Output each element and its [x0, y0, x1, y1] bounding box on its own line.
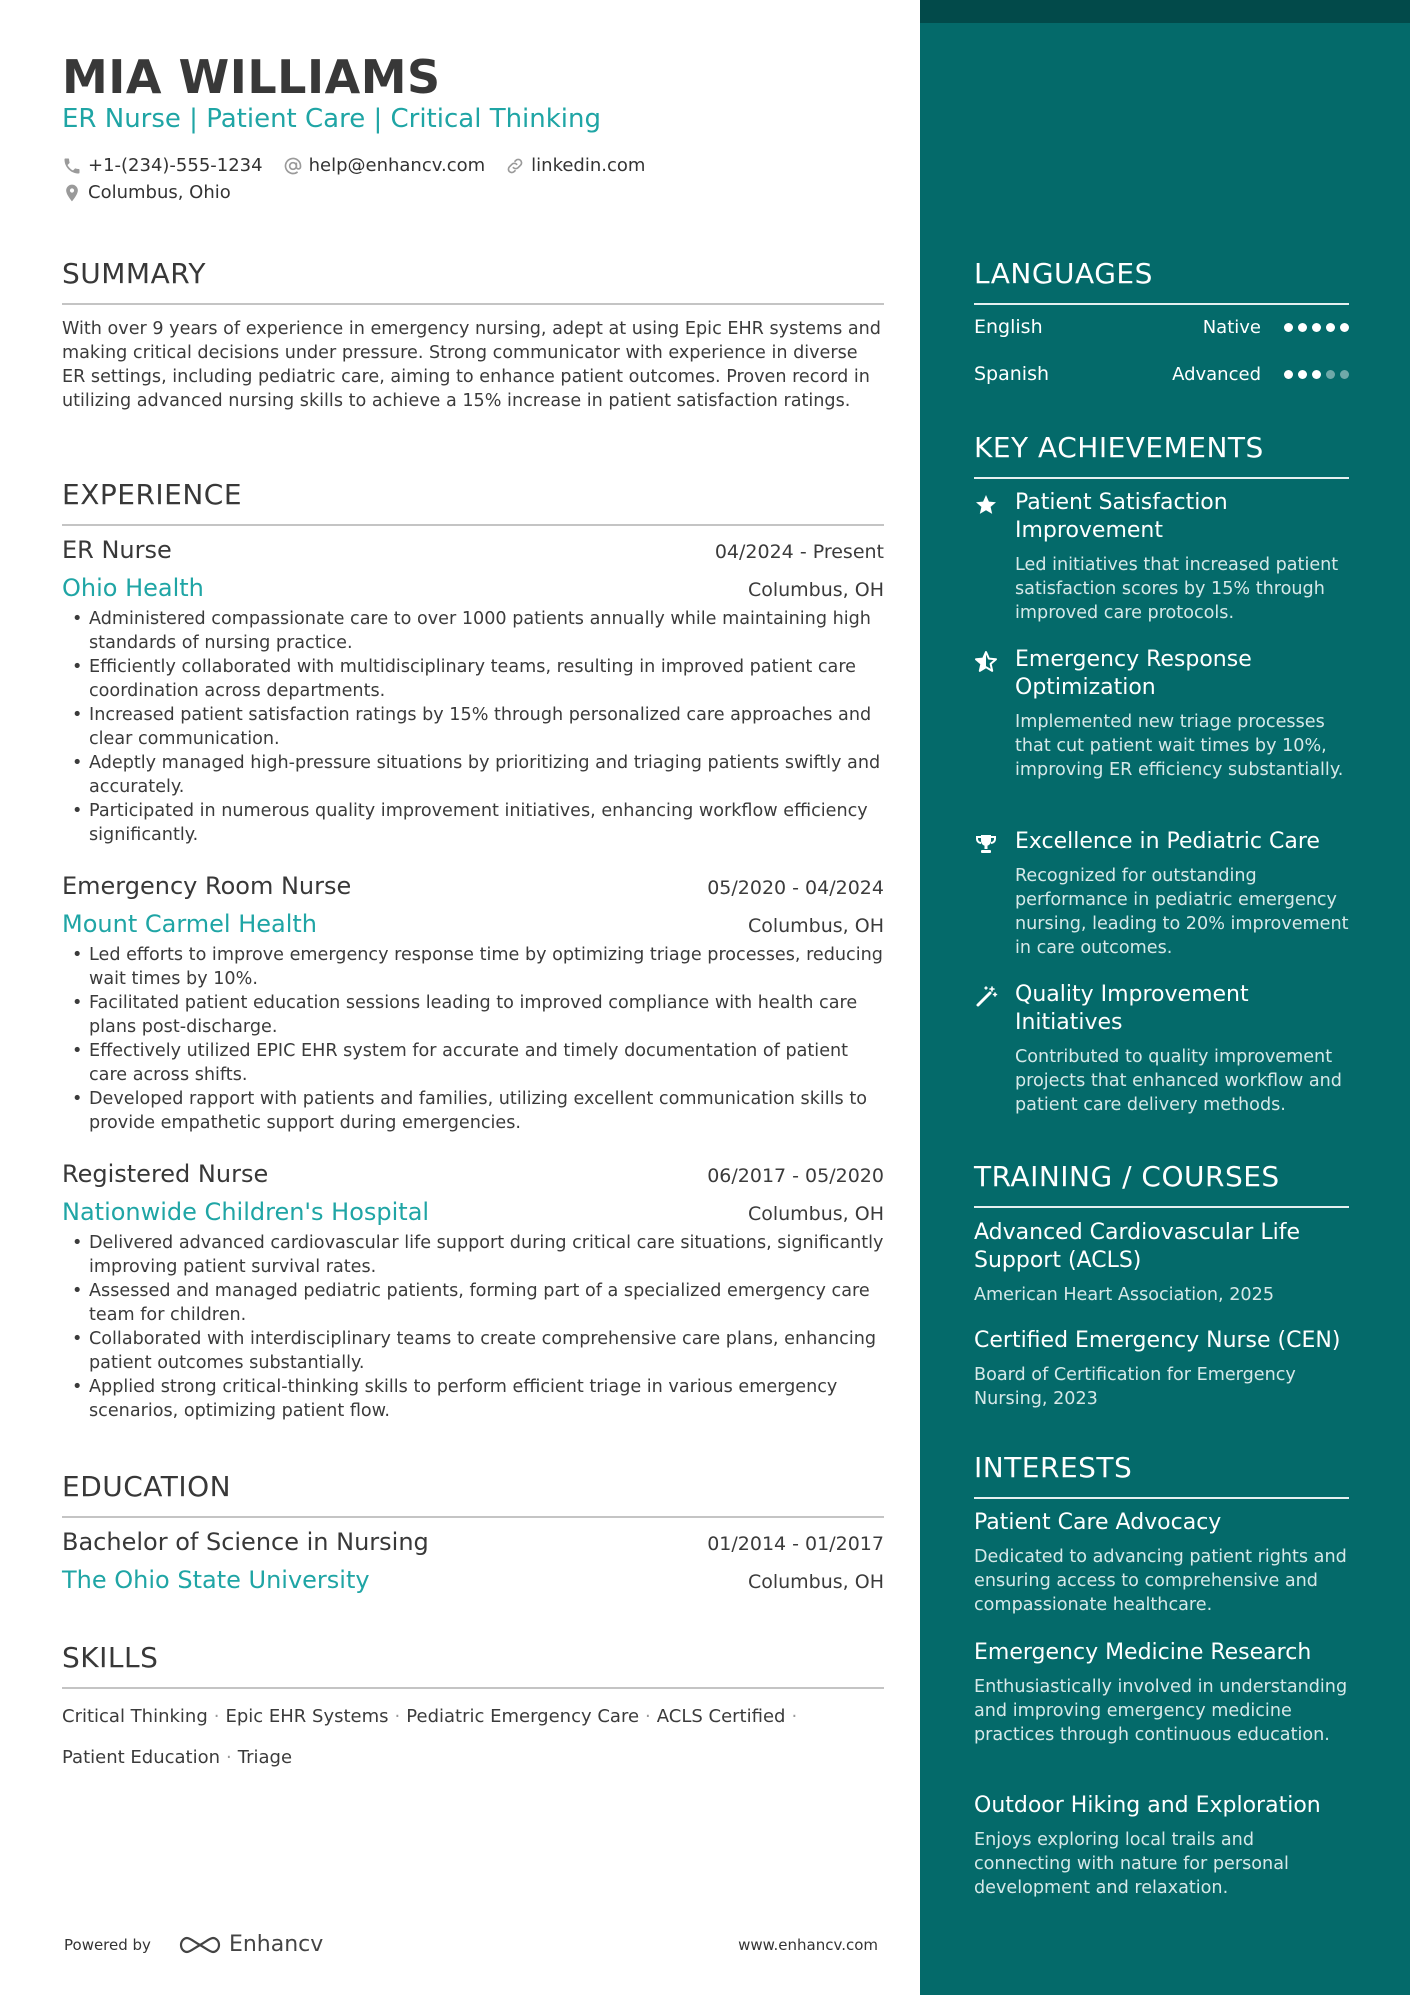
course-provider: American Heart Association, 2025	[974, 1285, 1275, 1305]
star-icon	[974, 493, 998, 517]
interest-desc: Dedicated to advancing patient rights and ensuring access to comprehensive and compassionate healthcare.	[974, 1547, 1347, 1615]
skills-list	[62, 1696, 884, 1778]
job-bullet: • Efficiently collaborated with multidisciplinary teams, resulting in improved patient care coordination across departments.	[62, 655, 884, 703]
job-location: Columbus, OH	[747, 915, 884, 937]
website-link[interactable]: www.enhancv.com	[738, 1935, 878, 1954]
skill-separator: ·	[645, 1706, 651, 1727]
job-title: ER Nurse	[62, 536, 172, 564]
job-bullet: • Administered compassionate care to over 1000 patients annually while maintaining high standards of nursing practice.	[62, 607, 884, 655]
candidate-tagline: ER Nurse | Patient Care | Critical Thinking	[62, 104, 602, 134]
course-title: Certified Emergency Nurse (CEN)	[974, 1328, 1341, 1353]
job-entry	[62, 872, 884, 1135]
phone-contact[interactable]	[62, 152, 263, 179]
magic-wand-icon	[974, 985, 998, 1009]
job-bullet: • Led efforts to improve emergency response time by optimizing triage processes, reducing wait times by 10%.	[62, 943, 884, 991]
skill-item: Critical Thinking	[62, 1706, 208, 1727]
language-level: Advanced	[1172, 363, 1261, 385]
interest-title: Patient Care Advocacy	[974, 1510, 1222, 1535]
school-location: Columbus, OH	[747, 1571, 884, 1593]
language-item	[974, 363, 1349, 385]
language-name: Spanish	[974, 363, 1050, 385]
summary-text: With over 9 years of experience in emergency nursing, adept at using Epic EHR systems and making critical decisions under pressure. Strong communicator with experience in diverse ER settings, including pediatric care, aiming to enhance patient outcomes. Proven record in utilizing advanced nursing skills to achieve a 15% increase in patient satisfaction ratings.	[62, 319, 881, 411]
trophy-icon	[974, 832, 998, 856]
language-level: Native	[1202, 316, 1261, 338]
phone-number: +1-(234)-555-1234	[88, 155, 263, 176]
education-entry	[62, 1528, 884, 1594]
rating-dot-empty	[1340, 370, 1349, 379]
rating-dot-filled	[1284, 323, 1293, 332]
job-bullet: • Facilitated patient education sessions leading to improved compliance with health care plans post-discharge.	[62, 991, 884, 1039]
course-item	[974, 1219, 1349, 1307]
achievement-title: Patient Satisfaction Improvement	[1015, 490, 1228, 543]
job-title: Emergency Room Nurse	[62, 872, 352, 900]
enhancv-logo-icon	[177, 1933, 223, 1957]
achievement-item	[974, 646, 1349, 782]
languages-divider	[974, 303, 1349, 305]
summary-heading: SUMMARY	[62, 257, 207, 290]
job-bullet: • Increased patient satisfaction ratings by 15% through personalized care approaches and clear communication.	[62, 703, 884, 751]
job-bullets	[62, 1231, 884, 1423]
job-bullet: • Participated in numerous quality improvement initiatives, enhancing workflow efficiency significantly.	[62, 799, 884, 847]
interest-title: Outdoor Hiking and Exploration	[974, 1793, 1321, 1818]
rating-dot-empty	[1326, 370, 1335, 379]
phone-icon	[62, 156, 82, 176]
achievement-item	[974, 828, 1349, 960]
course-item	[974, 1327, 1349, 1411]
star-half-icon	[974, 650, 998, 674]
job-bullets	[62, 607, 884, 847]
achievement-desc: Led initiatives that increased patient satisfaction scores by 15% through improved care protocols.	[1015, 555, 1339, 623]
achievement-item	[974, 489, 1349, 625]
contact-info	[62, 152, 665, 206]
skills-heading: SKILLS	[62, 1641, 159, 1674]
rating-dot-filled	[1284, 370, 1293, 379]
language-name: English	[974, 316, 1043, 338]
rating-dot-filled	[1312, 323, 1321, 332]
job-dates: 05/2020 - 04/2024	[707, 877, 884, 899]
school-name: The Ohio State University	[62, 1566, 370, 1594]
job-bullet: • Applied strong critical-thinking skills to perform efficient triage in various emergency scenarios, optimizing patient flow.	[62, 1375, 884, 1423]
skills-divider	[62, 1687, 884, 1689]
job-title: Registered Nurse	[62, 1160, 269, 1188]
achievement-desc: Recognized for outstanding performance in pediatric emergency nursing, leading to 20% improvement in care outcomes.	[1015, 866, 1349, 958]
job-bullet: • Collaborated with interdisciplinary teams to create comprehensive care plans, enhancing patient outcomes substantially.	[62, 1327, 884, 1375]
powered-by	[64, 1932, 323, 1957]
enhancv-logo[interactable]	[177, 1932, 323, 1957]
achievements-divider	[974, 477, 1349, 479]
link-icon	[505, 156, 525, 176]
location-text: Columbus, Ohio	[88, 182, 231, 203]
achievement-desc: Contributed to quality improvement projects that enhanced workflow and patient care delivery methods.	[1015, 1047, 1342, 1115]
skill-separator: ·	[213, 1706, 220, 1727]
brand-name: Enhancv	[228, 1932, 324, 1957]
footer	[64, 1932, 878, 1957]
education-dates: 01/2014 - 01/2017	[707, 1533, 884, 1555]
achievement-title: Emergency Response Optimization	[1015, 647, 1252, 700]
company-name: Mount Carmel Health	[62, 910, 318, 938]
linkedin-url: linkedin.com	[531, 155, 646, 176]
job-bullet: • Developed rapport with patients and families, utilizing excellent communication skills to provide empathetic support during emergencies.	[62, 1087, 884, 1135]
achievement-title: Quality Improvement Initiatives	[1015, 982, 1249, 1035]
language-rating	[1279, 323, 1349, 332]
interests-heading: INTERESTS	[974, 1451, 1133, 1484]
skill-item: Epic EHR Systems	[225, 1706, 389, 1727]
education-divider	[62, 1516, 884, 1518]
job-bullet: • Assessed and managed pediatric patients, forming part of a specialized emergency care team for children.	[62, 1279, 884, 1327]
achievement-desc: Implemented new triage processes that cut patient wait times by 10%, improving ER efficiency substantially.	[1015, 712, 1344, 780]
job-entry	[62, 536, 884, 847]
job-location: Columbus, OH	[747, 1203, 884, 1225]
job-dates: 04/2024 - Present	[714, 541, 884, 563]
job-location: Columbus, OH	[747, 579, 884, 601]
location-pin-icon	[62, 183, 82, 203]
interest-item	[974, 1792, 1349, 1900]
candidate-name: MIA WILLIAMS	[62, 50, 441, 104]
interest-desc: Enthusiastically involved in understanding and improving emergency medicine practices through continuous education.	[974, 1677, 1348, 1745]
course-provider: Board of Certification for Emergency Nursing, 2023	[974, 1365, 1296, 1409]
job-bullets	[62, 943, 884, 1135]
training-heading: TRAINING / COURSES	[974, 1160, 1280, 1193]
achievement-item	[974, 981, 1349, 1117]
interest-item	[974, 1639, 1349, 1747]
interest-desc: Enjoys exploring local trails and connecting with nature for personal development and relaxation.	[974, 1830, 1289, 1898]
linkedin-contact[interactable]	[505, 152, 645, 179]
degree-name: Bachelor of Science in Nursing	[62, 1528, 429, 1556]
job-entry	[62, 1160, 884, 1423]
rating-dot-filled	[1340, 323, 1349, 332]
interests-divider	[974, 1497, 1349, 1499]
at-icon	[283, 156, 303, 176]
skill-item: Patient Education	[62, 1747, 221, 1768]
company-name: Ohio Health	[62, 574, 204, 602]
achievement-title: Excellence in Pediatric Care	[1015, 829, 1320, 854]
email-contact[interactable]	[283, 152, 486, 179]
rating-dot-filled	[1312, 370, 1321, 379]
sidebar-top-band	[920, 0, 1410, 23]
education-heading: EDUCATION	[62, 1470, 232, 1503]
rating-dot-filled	[1326, 323, 1335, 332]
summary-divider	[62, 303, 884, 305]
training-divider	[974, 1206, 1349, 1208]
skill-item: Triage	[237, 1747, 293, 1768]
sidebar	[920, 0, 1410, 1995]
rating-dot-filled	[1298, 323, 1307, 332]
interest-title: Emergency Medicine Research	[974, 1640, 1312, 1665]
company-name: Nationwide Children's Hospital	[62, 1198, 430, 1226]
email-address: help@enhancv.com	[308, 155, 486, 176]
job-dates: 06/2017 - 05/2020	[707, 1165, 884, 1187]
rating-dot-filled	[1298, 370, 1307, 379]
language-item	[974, 316, 1349, 338]
language-rating	[1279, 370, 1349, 379]
experience-divider	[62, 524, 884, 526]
skill-item: ACLS Certified	[656, 1706, 786, 1727]
languages-heading: LANGUAGES	[974, 257, 1153, 290]
skill-separator: ·	[394, 1706, 401, 1727]
experience-heading: EXPERIENCE	[62, 478, 243, 511]
skill-separator: ·	[791, 1706, 798, 1727]
achievements-heading: KEY ACHIEVEMENTS	[974, 431, 1264, 464]
job-bullet: • Adeptly managed high-pressure situations by prioritizing and triaging patients swiftly and accurately.	[62, 751, 884, 799]
skill-separator: ·	[226, 1747, 232, 1768]
job-bullet: • Delivered advanced cardiovascular life support during critical care situations, significantly improving patient survival rates.	[62, 1231, 884, 1279]
powered-by-label: Powered by	[64, 1935, 151, 1954]
job-bullet: • Effectively utilized EPIC EHR system for accurate and timely documentation of patient care across shifts.	[62, 1039, 884, 1087]
skill-item: Pediatric Emergency Care	[406, 1706, 640, 1727]
course-title: Advanced Cardiovascular Life Support (ACLS)	[974, 1220, 1300, 1273]
interest-item	[974, 1509, 1349, 1617]
location-contact	[62, 179, 231, 206]
